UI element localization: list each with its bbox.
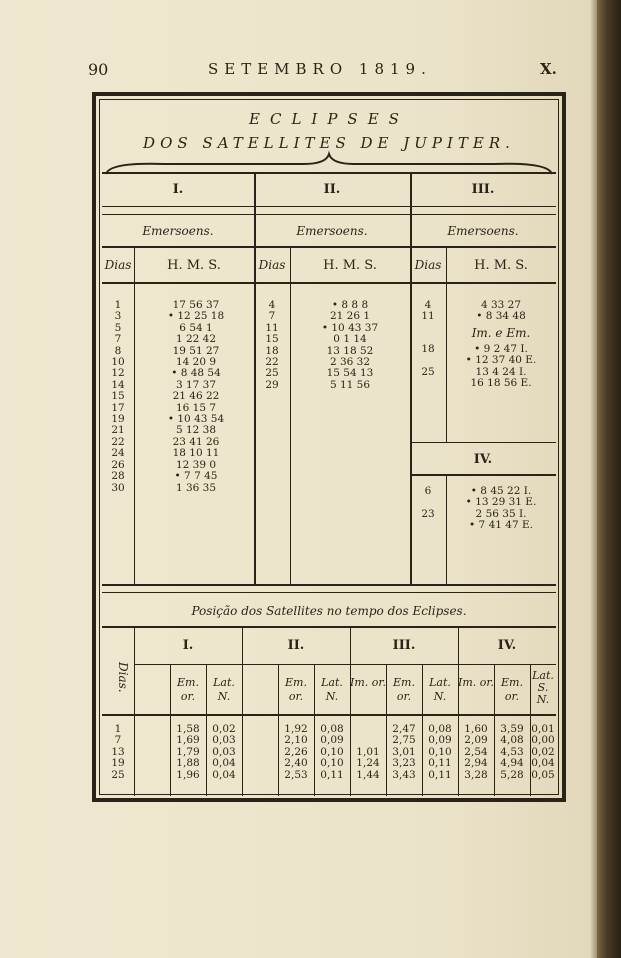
running-title: SETEMBRO 1819.: [208, 60, 432, 78]
table-cell: 0,03: [212, 745, 236, 758]
pos-group-iv: IV.: [497, 638, 517, 653]
table-cell: 11: [421, 310, 435, 323]
table-cell: 1 22 42: [175, 333, 217, 346]
table-cell: • 8 8 8: [331, 299, 369, 311]
table-cell: 12: [111, 367, 125, 380]
table-cell: 19: [111, 757, 125, 770]
table-cell: [410, 378, 446, 389]
table-cell: 0,03: [212, 734, 236, 747]
table-cell: 2 56 35 I.: [475, 507, 527, 520]
table-cell: 0,02: [212, 723, 236, 735]
table-cell: 0,01: [531, 723, 555, 735]
table-cell: 7: [114, 333, 122, 346]
rule: [102, 592, 556, 593]
table-cell: 15: [265, 333, 279, 346]
rule: [134, 246, 135, 584]
table-cell: 3,43: [392, 768, 416, 781]
table-cell: 0,05: [531, 768, 555, 781]
table-cell: 0,00: [531, 734, 555, 747]
pos-group-iii: III.: [392, 638, 416, 653]
table-cell: 10: [111, 356, 125, 369]
sat-i-header: I.: [172, 182, 184, 197]
table-cell: 13 4 24 I.: [475, 365, 527, 378]
table-cell: 0,04: [531, 757, 555, 770]
sat-i-phase: Emersoens.: [142, 224, 214, 238]
table-cell: 13 18 52: [326, 344, 374, 357]
table-cell: 4,94: [500, 757, 524, 770]
hdr-iii-im: Im. or.: [350, 676, 386, 689]
sat-iv-times: [446, 486, 556, 532]
pos-ii-em: [278, 724, 314, 781]
table-cell: [410, 520, 446, 531]
table-cell: 7: [268, 310, 276, 323]
rule: [102, 584, 556, 586]
table-cell: • 12 25 18: [167, 310, 225, 323]
positions-title: Posição dos Satellites no tempo dos Eclipses.: [191, 604, 467, 618]
hdr-iv-lat: Lat. S. N.: [532, 669, 554, 706]
pos-iii-im: [350, 724, 386, 781]
table-cell: 29: [265, 378, 279, 391]
table-cell: • 10 43 54: [167, 413, 225, 426]
table-cell: 23: [421, 507, 435, 520]
table-cell: 0 1 14: [333, 333, 367, 346]
table-cell: 16 18 56 E.: [470, 377, 532, 390]
table-cell: 5 12 38: [175, 424, 217, 437]
rule: [102, 282, 556, 284]
table-cell: • 12 37 40 E.: [465, 354, 537, 367]
pos-group-ii: II.: [287, 638, 305, 653]
table-cell: • 13 29 31 E.: [465, 496, 537, 509]
rule: [102, 214, 556, 215]
table-cell: 0,10: [428, 745, 452, 758]
table-cell: 3 17 37: [175, 378, 217, 391]
page-number: 90: [88, 60, 109, 79]
rule: [102, 172, 556, 174]
sat-i-hms-header: H. M. S.: [167, 258, 221, 273]
table-cell: 2,09: [464, 734, 488, 747]
table-cell: 14 20 9: [175, 356, 217, 369]
table-cell: 4: [424, 299, 432, 311]
table-cell: 14: [111, 378, 125, 391]
sat-i-days: [102, 300, 134, 494]
table-cell: • 8 45 22 I.: [470, 485, 532, 497]
table-cell: 2,53: [284, 768, 308, 781]
sat-ii-days-header: Dias: [258, 258, 286, 272]
table-cell: 15: [111, 390, 125, 403]
hdr-iii-lat: Lat. N.: [429, 676, 451, 703]
running-header: [0, 56, 600, 82]
table-cell: 1,88: [176, 757, 200, 770]
table-cell: 1: [114, 299, 122, 311]
positions-days-header: Dias.: [116, 662, 130, 693]
table-cell: 6: [424, 485, 432, 497]
table-cell: 1: [114, 723, 122, 735]
pos-iv-lat: [530, 724, 556, 781]
rule: [102, 626, 556, 628]
rule: [102, 206, 556, 207]
rule: [134, 664, 556, 665]
table-cell: 18 10 11: [172, 447, 220, 460]
table-cell: 0,10: [320, 745, 344, 758]
table-cell: 2 36 32: [329, 356, 371, 369]
sat-iii-hms-header: H. M. S.: [474, 258, 528, 273]
table-cell: 6 54 1: [179, 321, 213, 334]
table-cell: 3,01: [392, 745, 416, 758]
table-cell: 2,40: [284, 757, 308, 770]
table-cell: 1,79: [176, 745, 200, 758]
table-cell: 19: [111, 413, 125, 426]
table-cell: 21 46 22: [172, 390, 220, 403]
table-cell: • 8 48 54: [171, 367, 221, 380]
table-cell: 26: [111, 458, 125, 471]
section-number: X.: [540, 60, 557, 78]
table-cell: 2,26: [284, 745, 308, 758]
table-cell: 1 36 35: [175, 481, 217, 494]
table-cell: 2,94: [464, 757, 488, 770]
sat-iv-days: [410, 486, 446, 532]
sat-ii-hms-header: H. M. S.: [323, 258, 377, 273]
table-cell: 1,01: [356, 745, 380, 758]
table-cell: 25: [421, 365, 435, 378]
table-cell: 4,53: [500, 745, 524, 758]
table-cell: 2,54: [464, 745, 488, 758]
table-cell: 4 33 27: [480, 299, 522, 311]
table-cell: 0,11: [428, 757, 452, 770]
table-cell: 23 41 26: [172, 435, 220, 448]
sat-iii-times-a: [446, 300, 556, 323]
table-cell: 2,47: [392, 723, 416, 735]
table-cell: 18: [265, 344, 279, 357]
sat-iii-days-header: Dias: [414, 258, 442, 272]
table-cell: 4,08: [500, 734, 524, 747]
table-cell: 19 51 27: [172, 344, 220, 357]
table-cell: 1,92: [284, 723, 308, 735]
table-cell: 0,09: [428, 734, 452, 747]
table-cell: 1,60: [464, 723, 488, 735]
table-cell: 25: [111, 768, 125, 781]
sat-i-days-header: Dias: [104, 258, 132, 272]
eclipse-table: [102, 102, 556, 792]
table-cell: • 7 41 47 E.: [469, 519, 533, 532]
table-cell: 1,44: [356, 768, 380, 781]
sat-iii-sub-label: Im. e Em.: [471, 326, 531, 340]
table-cell: 17 56 37: [172, 299, 220, 311]
table-cell: 21 26 1: [329, 310, 371, 323]
pos-ii-lat: [314, 724, 350, 781]
pos-i-em: [170, 724, 206, 781]
table-cell: 16 15 7: [175, 401, 217, 414]
hdr-ii-lat: Lat. N.: [321, 676, 343, 703]
table-cell: 21: [111, 424, 125, 437]
table-cell: 11: [265, 321, 279, 334]
table-cell: 24: [111, 447, 125, 460]
table-cell: 2,10: [284, 734, 308, 747]
pos-iv-em: [494, 724, 530, 781]
sat-iv-header: IV.: [473, 452, 493, 467]
table-cell: 3: [114, 310, 122, 323]
table-cell: • 7 7 45: [174, 470, 218, 483]
hdr-i-em: Em. or.: [177, 676, 199, 703]
table-cell: 3,23: [392, 757, 416, 770]
hdr-iv-im: Im. or.: [458, 676, 494, 689]
table-cell: 4: [268, 299, 276, 311]
table-cell: 1,69: [176, 734, 200, 747]
table-cell: 0,11: [320, 768, 344, 781]
rule: [102, 246, 556, 248]
table-cell: 0,09: [320, 734, 344, 747]
sat-iii-times-b: [446, 344, 556, 390]
table-cell: 15 54 13: [326, 367, 374, 380]
table-cell: 5,28: [500, 768, 524, 781]
table-cell: 7: [114, 734, 122, 747]
table-cell: 0,02: [531, 745, 555, 758]
table-cell: 22: [111, 435, 125, 448]
table-cell: 0,08: [320, 723, 344, 735]
table-cell: 18: [421, 343, 435, 355]
sat-iii-phase: Emersoens.: [447, 224, 519, 238]
table-cell: 17: [111, 401, 125, 414]
hdr-ii-em: Em. or.: [285, 676, 307, 703]
table-cell: 3,59: [500, 723, 524, 735]
pos-iv-im: [458, 724, 494, 781]
table-cell: • 10 43 37: [321, 321, 379, 334]
rule: [290, 246, 291, 584]
table-cell: 5 11 56: [329, 378, 371, 391]
table-cell: 0,08: [428, 723, 452, 735]
sat-iii-days-a: [410, 300, 446, 323]
table-cell: 5: [114, 321, 122, 334]
table-cell: 25: [265, 367, 279, 380]
eclipse-table-frame: [92, 92, 566, 802]
table-title-line1: ECLIPSES: [249, 110, 409, 128]
table-cell: 0,04: [212, 768, 236, 781]
table-cell: 12 39 0: [175, 458, 217, 471]
table-cell: 30: [111, 481, 125, 494]
table-cell: 0,10: [320, 757, 344, 770]
table-cell: 2,75: [392, 734, 416, 747]
hdr-iii-em: Em. or.: [393, 676, 415, 703]
sat-iii-days-b: [410, 344, 446, 390]
table-cell: 8: [114, 344, 122, 357]
sat-i-times: [138, 300, 254, 494]
table-title-line2: DOS SATELLITES DE JUPITER.: [143, 134, 515, 152]
pos-iii-lat: [422, 724, 458, 781]
hdr-i-lat: Lat. N.: [213, 676, 235, 703]
book-spine: [597, 0, 621, 958]
sat-ii-phase: Emersoens.: [296, 224, 368, 238]
pos-iii-em: [386, 724, 422, 781]
table-cell: 1,96: [176, 768, 200, 781]
pos-group-i: I.: [182, 638, 194, 653]
table-cell: 1,58: [176, 723, 200, 735]
sat-iii-header: III.: [471, 182, 495, 197]
table-cell: • 9 2 47 I.: [474, 343, 528, 355]
rule: [410, 442, 556, 443]
pos-i-lat: [206, 724, 242, 781]
table-cell: 28: [111, 470, 125, 483]
table-cell: 0,04: [212, 757, 236, 770]
table-cell: 22: [265, 356, 279, 369]
hdr-iv-em: Em. or.: [501, 676, 523, 703]
table-cell: 3,28: [464, 768, 488, 781]
rule: [410, 474, 556, 476]
table-cell: 0,11: [428, 768, 452, 781]
sat-ii-days: [254, 300, 290, 391]
table-cell: • 8 34 48: [476, 310, 526, 323]
table-cell: 13: [111, 745, 125, 758]
sat-ii-header: II.: [323, 182, 341, 197]
table-cell: 1,24: [356, 757, 380, 770]
pos-days: [102, 724, 134, 781]
sat-ii-times: [290, 300, 410, 391]
